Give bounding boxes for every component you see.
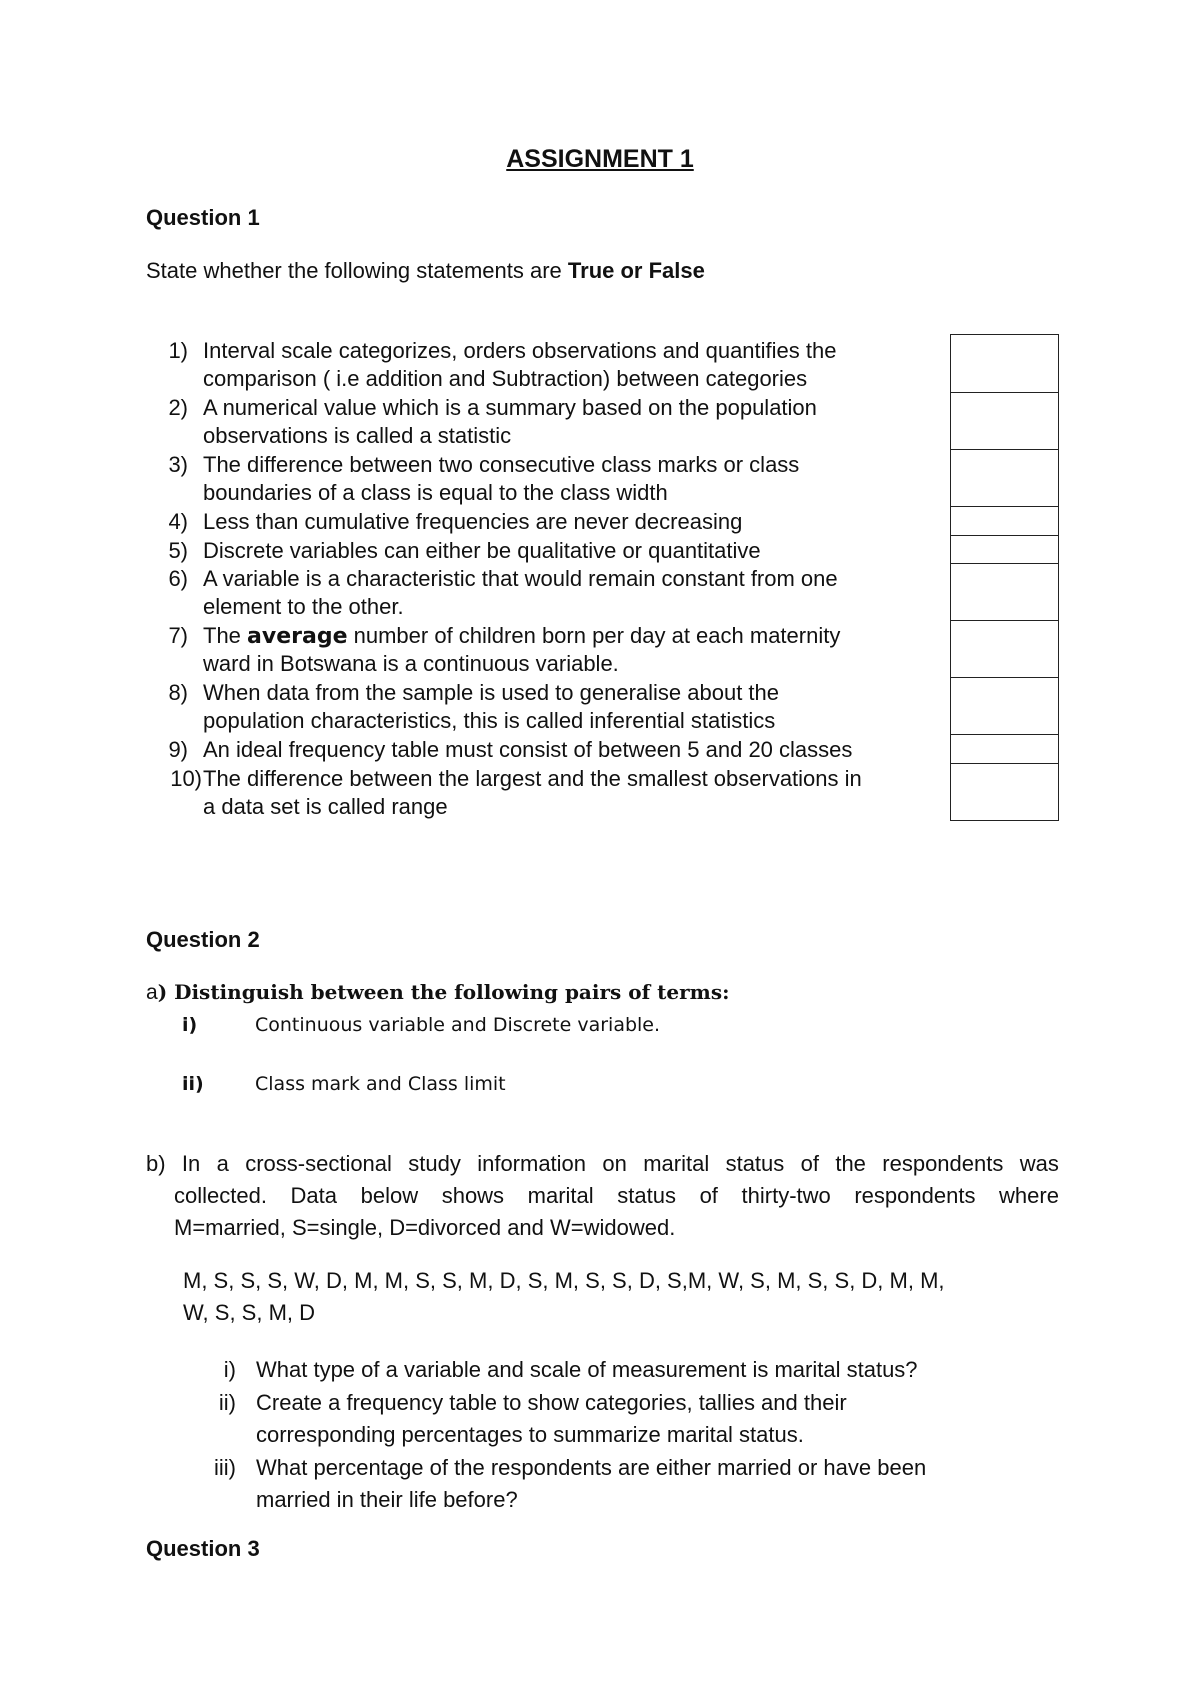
statement-9-line-1: An ideal frequency table must consist of between 5 and 20 classes [203, 737, 853, 762]
word: where [999, 1183, 1059, 1208]
statement-7-line-1 [203, 623, 840, 649]
statement-6-line-1: A variable is a characteristic that would remain constant from one [203, 566, 838, 591]
statement-7-text-start: The [203, 623, 248, 648]
word: shows [441, 1183, 505, 1208]
word: marital [527, 1183, 594, 1208]
word: thirty-two [741, 1183, 831, 1208]
answer-box-6[interactable] [950, 563, 1059, 620]
q1-instruction [146, 258, 705, 284]
statement-number: 5) [168, 538, 188, 563]
statement-2-line-2: observations is called a statistic [203, 423, 512, 448]
word: below [360, 1183, 419, 1208]
statement-6-line-2: element to the other. [203, 594, 404, 619]
word: respondents [854, 1183, 976, 1208]
word: of [699, 1183, 718, 1208]
q2b-label: b) [146, 1151, 166, 1176]
statement-5-line-1: Discrete variables can either be qualitative or quantitative [203, 538, 761, 563]
q2b-paragraph [146, 1148, 1059, 1244]
answer-box-4[interactable] [950, 506, 1059, 535]
q2a-label: a [146, 981, 158, 1004]
q2a-instruction: ) Distinguish between the following pairs of terms: [157, 980, 730, 1004]
statement-number: 2) [168, 395, 188, 420]
statement-10-line-2: a data set is called range [203, 794, 448, 819]
subquestion-3-line-1: What percentage of the respondents are either married or have been [256, 1455, 927, 1480]
q2a-item-number: i) [182, 1014, 198, 1036]
statement-7-text-end: number of children born per day at each maternity [347, 623, 841, 648]
q2a-item-number: ii) [182, 1073, 204, 1095]
marital-status-data [183, 1265, 945, 1329]
answer-box-3[interactable] [950, 449, 1059, 506]
statement-8-line-2: population characteristics, this is called inferential statistics [203, 708, 776, 733]
word: study [408, 1151, 461, 1176]
word: a [216, 1151, 229, 1176]
answer-box-9[interactable] [950, 734, 1059, 763]
statement-4-line-1: Less than cumulative frequencies are never decreasing [203, 509, 743, 534]
statement-7-emphasis: average [247, 624, 348, 649]
word: Data [290, 1183, 338, 1208]
word: In [181, 1151, 201, 1176]
word: on [602, 1151, 627, 1176]
q2b-line-2 [146, 1180, 1059, 1212]
q1-instruction-text: State whether the following statements are [146, 258, 568, 283]
word: of [800, 1151, 819, 1176]
word: cross-sectional [245, 1151, 392, 1176]
q1-instruction-emphasis: True or False [567, 258, 705, 283]
word: status [617, 1183, 676, 1208]
q2a-prompt [146, 980, 729, 1005]
statement-7-line-2: ward in Botswana is a continuous variable. [203, 651, 619, 676]
data-line-2: W, S, S, M, D [183, 1300, 316, 1325]
answer-box-7[interactable] [950, 620, 1059, 677]
subquestion-number: i) [223, 1357, 236, 1382]
word: was [1019, 1151, 1059, 1176]
answer-box-10[interactable] [950, 763, 1059, 821]
statement-1-line-2: comparison ( i.e addition and Subtraction) between categories [203, 366, 808, 391]
subquestion-number: ii) [218, 1390, 236, 1415]
statement-10-line-1: The difference between the largest and the smallest observations in [203, 766, 862, 791]
answer-box-5[interactable] [950, 535, 1059, 563]
subquestion-number: iii) [214, 1455, 236, 1480]
question-2-heading: Question 2 [146, 927, 260, 952]
subquestion-3-line-2: married in their life before? [256, 1487, 518, 1512]
subquestion-2-line-2: corresponding percentages to summarize marital status. [256, 1422, 804, 1447]
subquestion-1-line-1: What type of a variable and scale of measurement is marital status? [256, 1357, 918, 1382]
question-3-heading: Question 3 [146, 1536, 260, 1561]
q2b-line-3 [146, 1212, 1059, 1244]
answer-box-1[interactable] [950, 334, 1059, 392]
statement-3-line-1: The difference between two consecutive class marks or class [203, 452, 800, 477]
statement-number: 1) [168, 338, 188, 363]
statement-number: 6) [168, 566, 188, 591]
statement-3-line-2: boundaries of a class is equal to the class width [203, 480, 668, 505]
word: respondents [882, 1151, 1004, 1176]
page-title: ASSIGNMENT 1 [506, 145, 694, 173]
q2b-definitions: M=married, S=single, D=divorced and W=widowed. [174, 1215, 676, 1240]
statement-number: 7) [168, 623, 188, 648]
statement-number: 8) [168, 680, 188, 705]
statement-number: 10) [170, 766, 202, 791]
statement-number: 3) [168, 452, 188, 477]
q2a-item-1: Continuous variable and Discrete variable. [255, 1014, 661, 1036]
word: collected. [174, 1183, 267, 1208]
statement-8-line-1: When data from the sample is used to generalise about the [203, 680, 780, 705]
statement-1-line-1: Interval scale categorizes, orders observations and quantifies the [203, 338, 837, 363]
answer-box-2[interactable] [950, 392, 1059, 449]
word: the [835, 1151, 866, 1176]
subquestion-2-line-1: Create a frequency table to show categories, tallies and their [256, 1390, 847, 1415]
word: information [477, 1151, 587, 1176]
statement-number: 9) [168, 737, 188, 762]
q2b-line-1 [146, 1148, 1059, 1180]
statement-number: 4) [168, 509, 188, 534]
data-line-1: M, S, S, S, W, D, M, M, S, S, M, D, S, M, S, S, D, S,M, W, S, M, S, S, D, M, M, [183, 1268, 945, 1293]
answer-box-8[interactable] [950, 677, 1059, 734]
word: status [725, 1151, 785, 1176]
question-1-heading: Question 1 [146, 205, 260, 230]
q2a-item-2: Class mark and Class limit [255, 1073, 506, 1095]
word: marital [643, 1151, 710, 1176]
statement-2-line-1: A numerical value which is a summary based on the population [203, 395, 817, 420]
